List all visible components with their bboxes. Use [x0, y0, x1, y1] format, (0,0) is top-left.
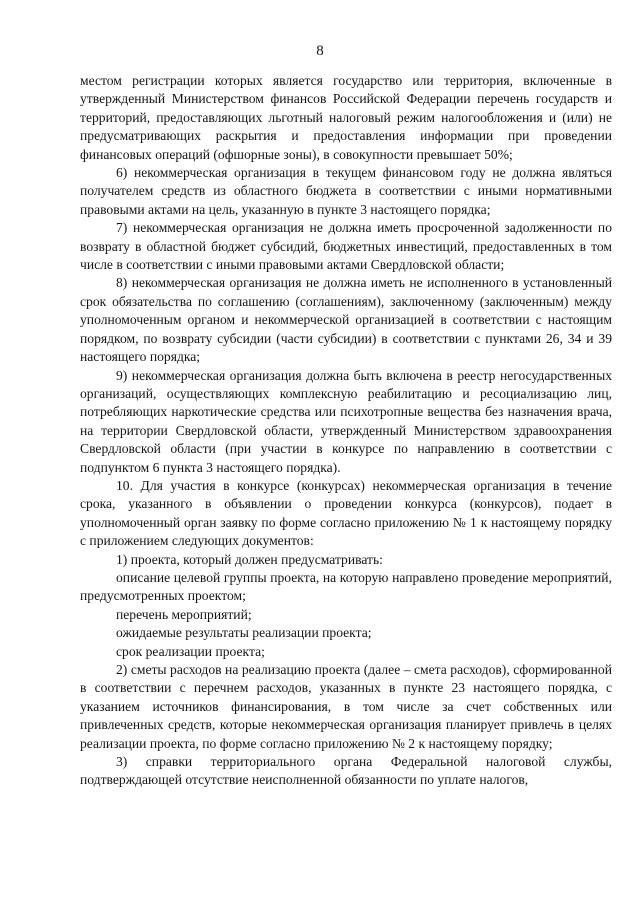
- paragraph-item-8: 8) некоммерческая организация не должна иметь не исполненного в установленный срок обязательства по соглашению (соглашениям), заключенному (заключенным) между уполномоченным органом и некоммерческой организацией в соответствии с настоящим порядком, по возврату субсидии (части субсидии) в соответствии с пунктами 26, 34 и 39 настоящего порядка;: [80, 275, 612, 365]
- paragraph-doc-2: 2) сметы расходов на реализацию проекта (далее – смета расходов), сформированной в соответствии с перечнем расходов, указанных в пункте 23 настоящего порядка, с указанием источников финансирования, в том числе за счет собственных или привлеченных средств, которые некоммерческая организация планирует привлечь в целях реализации проекта, по форме согласно приложению № 2 к настоящему порядку;: [80, 662, 612, 751]
- paragraph-doc-3: 3) справки территориального органа Федеральной налоговой службы, подтверждающей отсутствие неисполненной обязанности по уплате налогов,: [80, 754, 612, 788]
- paragraph-doc-1: 1) проекта, который должен предусматривать:: [116, 551, 383, 567]
- paragraph-item-7: 7) некоммерческая организация не должна иметь просроченной задолженности по возврату в областной бюджет субсидий, бюджетных инвестиций, предоставленных в том числе в соответствии с иными правовыми актами Свердловской области;: [80, 220, 612, 273]
- document-body: [80, 72, 612, 790]
- paragraph-doc-1-events: перечень мероприятий;: [116, 606, 252, 622]
- page-number: 8: [316, 43, 324, 59]
- paragraph-item-9: 9) некоммерческая организация должна быть включена в реестр негосударственных организаций, осуществляющих комплексную реабилитацию и ресоциализацию лиц, потребляющих наркотические средства или психотропные вещества без назначения врача, на территории Свердловской области, утвержденный Министерством здравоохранения Свердловской области (при участии в конкурсе по направлению в соответствии с подпунктом 6 пункта 3 настоящего порядка).: [80, 367, 612, 475]
- paragraph-doc-1-results: ожидаемые результаты реализации проекта;: [116, 625, 372, 641]
- paragraph-doc-1-target-group: описание целевой группы проекта, на которую направлено проведение мероприятий, предусмотренных проектом;: [80, 569, 612, 604]
- paragraph-item-6: 6) некоммерческая организация в текущем финансовом году не должна являться получателем средств из областного бюджета в соответствии с иными нормативными правовыми актами на цель, указанную в пункте 3 настоящего порядка;: [80, 165, 612, 217]
- paragraph-continuation: местом регистрации которых является государство или территория, включенные в утвержденный Министерством финансов Российской Федерации перечень государств и территорий, предоставляющих льготный налоговый режим налогообложения и (или) не предусматривающих раскрытия и предоставления информации при проведении финансовых операций (офшорные зоны), в совокупности превышает 50%;: [80, 73, 612, 162]
- paragraph-section-10: 10. Для участия в конкурсе (конкурсах) некоммерческая организация в течение срока, указанного в объявлении о проведении конкурса (конкурсов), подает в уполномоченный орган заявку по форме согласно приложению № 1 к настоящему порядку с приложением следующих документов:: [80, 477, 612, 549]
- paragraph-doc-1-term: срок реализации проекта;: [116, 643, 265, 659]
